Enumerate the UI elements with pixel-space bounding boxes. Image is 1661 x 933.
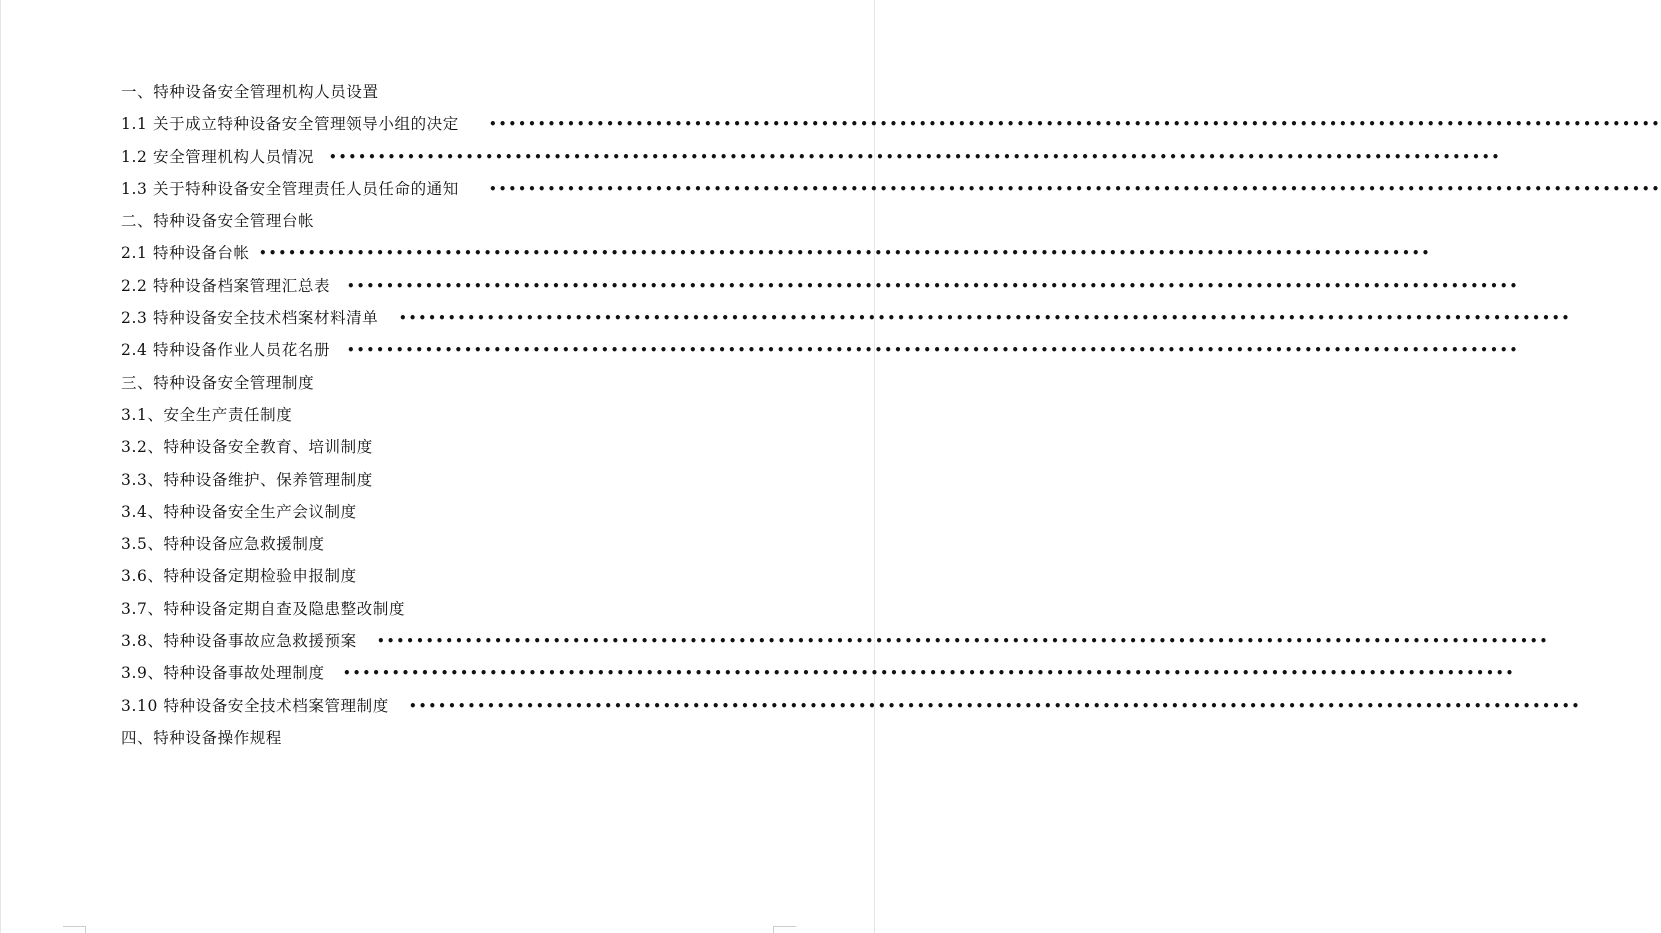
toc-entry[interactable] <box>121 302 1572 334</box>
toc-heading[interactable] <box>121 722 801 754</box>
toc-entry[interactable] <box>121 496 801 528</box>
toc-entry-text: 3.8、特种设备事故应急救援预案 <box>121 632 357 651</box>
toc-entry-text: 二、特种设备安全管理台帐 <box>121 212 315 231</box>
dot-leader: •••••••••••••••••••••••••••••••••••••••••••••••••••••••••••••••••••••••••••••••••••••••••••••••••••••••••••••••••••••••• <box>347 278 1520 293</box>
dot-leader: •••••••••••••••••••••••••••••••••••••••••••••••••••••••••••••••••••••••••••••••••••••••••••••••••••••••••••••••••••••••• <box>343 666 1516 681</box>
toc-entry[interactable] <box>121 399 801 431</box>
toc-heading[interactable] <box>121 205 801 237</box>
toc-entry-text: 3.3、特种设备维护、保养管理制度 <box>121 470 373 489</box>
toc-entry-text: 3.4、特种设备安全生产会议制度 <box>121 502 357 521</box>
dot-leader: •••••••••••••••••••••••••••••••••••••••••••••••••••••••••••••••••••••••••••••••••••••••••••••••••••••••••••••••••••••••• <box>489 117 1661 132</box>
dot-leader: •••••••••••••••••••••••••••••••••••••••••••••••••••••••••••••••••••••••••••••••••••••••••••••••••••••••••••••••••••••••• <box>377 634 1550 649</box>
toc-entry-text: 1.3 关于特种设备安全管理责任人员任命的通知 <box>121 179 459 198</box>
dot-leader: •••••••••••••••••••••••••••••••••••••••••••••••••••••••••••••••••••••••••••••••••••••••••••••••••••••••••••••••••••••••• <box>409 698 1582 713</box>
toc-entry-text: 3.6、特种设备定期检验申报制度 <box>121 567 357 586</box>
toc-entry[interactable] <box>121 173 1661 205</box>
page-corner-mark-right <box>773 926 796 933</box>
toc-heading[interactable] <box>121 367 801 399</box>
toc-entry-text: 3.5、特种设备应急救援制度 <box>121 535 325 554</box>
dot-leader: •••••••••••••••••••••••••••••••••••••••••••••••••••••••••••••••••••••••••••••••••••••••••••••••••••••••••••••••••••••••• <box>399 311 1572 326</box>
toc-entry-text: 3.2、特种设备安全教育、培训制度 <box>121 438 373 457</box>
toc-entry[interactable] <box>121 625 1550 657</box>
toc-entry[interactable] <box>121 560 801 592</box>
toc-entry-text: 3.1、安全生产责任制度 <box>121 405 293 424</box>
toc-entry[interactable] <box>121 237 1432 269</box>
dot-leader: •••••••••••••••••••••••••••••••••••••••••••••••••••••••••••••••••••••••••••••••••••••••••••••••••••••••••••••••••••••••• <box>347 343 1520 358</box>
toc-entry-text: 3.9、特种设备事故处理制度 <box>121 664 325 683</box>
toc-entry[interactable] <box>121 108 1661 140</box>
toc-entry-text: 3.10 特种设备安全技术档案管理制度 <box>121 696 389 715</box>
toc-heading[interactable] <box>121 76 801 108</box>
dot-leader: •••••••••••••••••••••••••••••••••••••••••••••••••••••••••••••••••••••••••••••••••••••••••••••••••••••••••••••••••••••••• <box>329 149 1502 164</box>
toc-entry-text: 四、特种设备操作规程 <box>121 728 283 747</box>
page-corner-mark-left <box>63 926 86 933</box>
toc-entry[interactable] <box>121 593 801 625</box>
toc-entry-text: 3.7、特种设备定期自查及隐患整改制度 <box>121 599 406 618</box>
toc-entry-text: 1.2 安全管理机构人员情况 <box>121 147 314 166</box>
toc-entry-text: 2.3 特种设备安全技术档案材料清单 <box>121 309 379 328</box>
toc-entry-text: 2.4 特种设备作业人员花名册 <box>121 341 331 360</box>
toc-entry-text: 2.1 特种设备台帐 <box>121 244 250 263</box>
toc-entry[interactable] <box>121 528 801 560</box>
toc-entry[interactable] <box>121 334 1520 366</box>
toc-entry[interactable] <box>121 464 801 496</box>
toc-entry-text: 一、特种设备安全管理机构人员设置 <box>121 83 379 101</box>
toc-entry[interactable] <box>121 431 801 463</box>
dot-leader: •••••••••••••••••••••••••••••••••••••••••••••••••••••••••••••••••••••••••••••••••••••••••••••••••••••••••••••••••••••••• <box>489 181 1661 196</box>
toc-entry[interactable] <box>121 690 1582 722</box>
dot-leader: •••••••••••••••••••••••••••••••••••••••••••••••••••••••••••••••••••••••••••••••••••••••••••••••••••••••••••••••••••••••• <box>259 246 1432 261</box>
toc-entry-text: 1.1 关于成立特种设备安全管理领导小组的决定 <box>121 115 459 134</box>
toc-entry[interactable] <box>121 270 1520 302</box>
toc-entry[interactable] <box>121 657 1516 689</box>
toc-entry-text: 2.2 特种设备档案管理汇总表 <box>121 276 331 295</box>
table-of-contents <box>121 76 1661 754</box>
toc-entry[interactable] <box>121 141 1502 173</box>
toc-entry-text: 三、特种设备安全管理制度 <box>121 373 315 392</box>
